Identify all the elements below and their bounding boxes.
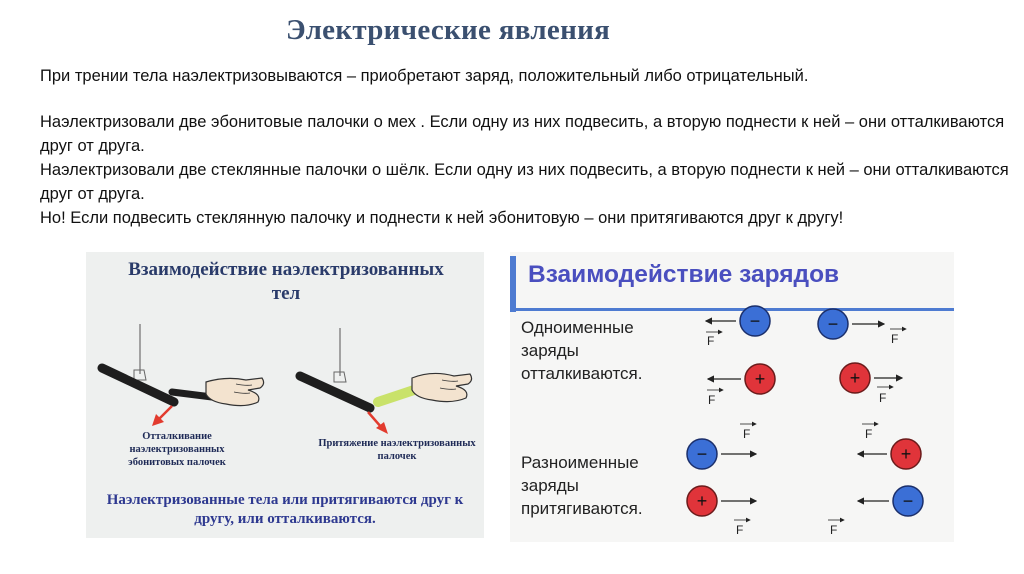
svg-text:+: + (754, 369, 766, 389)
figure-left-note: Наэлектризованные тела или притягиваются друг к другу, или отталкиваются. (106, 492, 464, 527)
svg-text:−: − (696, 444, 708, 464)
repulsion-arrow-icon (152, 406, 172, 426)
svg-text:+: + (696, 491, 708, 511)
charge-positive (745, 364, 775, 394)
ebonite-rod-hanging-right (300, 376, 370, 408)
svg-text:+: + (900, 444, 912, 464)
charge-positive (891, 439, 921, 469)
paragraph-glass: Наэлектризовали две стеклянные палочки о шёлк. Если одну из них подвесить, а вторую поднести к ней – они отталкиваются друг от друга. (40, 161, 1009, 203)
force-label: F (891, 332, 899, 346)
charge-negative (740, 306, 770, 336)
force-label: F (707, 334, 715, 348)
force-label: F (743, 427, 751, 441)
attraction-arrow-icon (368, 412, 388, 434)
slide-title: Электрические явления (286, 14, 611, 46)
charge-positive (840, 363, 870, 393)
hand-left-icon (206, 378, 264, 406)
figure-rods-interaction (86, 252, 484, 538)
svg-text:−: − (902, 491, 914, 511)
like-charges-text: Одноименные заряды отталкиваются. (521, 318, 643, 383)
force-label: F (708, 393, 716, 407)
svg-text:+: + (849, 368, 861, 388)
caption-attraction: Притяжение наэлектризованных палочек (318, 438, 476, 462)
svg-text:−: − (749, 311, 761, 331)
charge-negative (893, 486, 923, 516)
figure-left-title: Взаимодействие наэлектризованных тел (128, 259, 444, 304)
force-label: F (879, 391, 887, 405)
charge-positive (687, 486, 717, 516)
force-label: F (830, 523, 838, 537)
svg-text:−: − (827, 314, 839, 334)
caption-repulsion: Отталкивание наэлектризованных эбонитовых палочек (128, 431, 226, 468)
force-label: F (865, 427, 873, 441)
slide-body-text (40, 64, 1015, 230)
charge-negative (687, 439, 717, 469)
paragraph-friction: При трении тела наэлектризовываются – приобретают заряд, положительный либо отрицательный. (40, 67, 809, 85)
paragraph-ebonite: Наэлектризовали две эбонитовые палочки о мех . Если одну из них подвесить, а вторую поднести к ней – они отталкиваются друг от друга. (40, 113, 1005, 155)
unlike-charges-text: Разноименные заряды притягиваются. (521, 453, 643, 518)
charge-negative (818, 309, 848, 339)
ebonite-rod-hanging (102, 368, 174, 402)
force-label: F (736, 523, 744, 537)
figure-right-title: Взаимодействие зарядов (528, 261, 840, 288)
charges-diagram (510, 252, 954, 542)
hand-right-icon (412, 373, 472, 401)
figure-charges-interaction (510, 252, 954, 542)
paragraph-attraction: Но! Если подвесить стеклянную палочку и поднести к ней эбонитовую – они притягиваются друг к другу! (40, 209, 844, 227)
